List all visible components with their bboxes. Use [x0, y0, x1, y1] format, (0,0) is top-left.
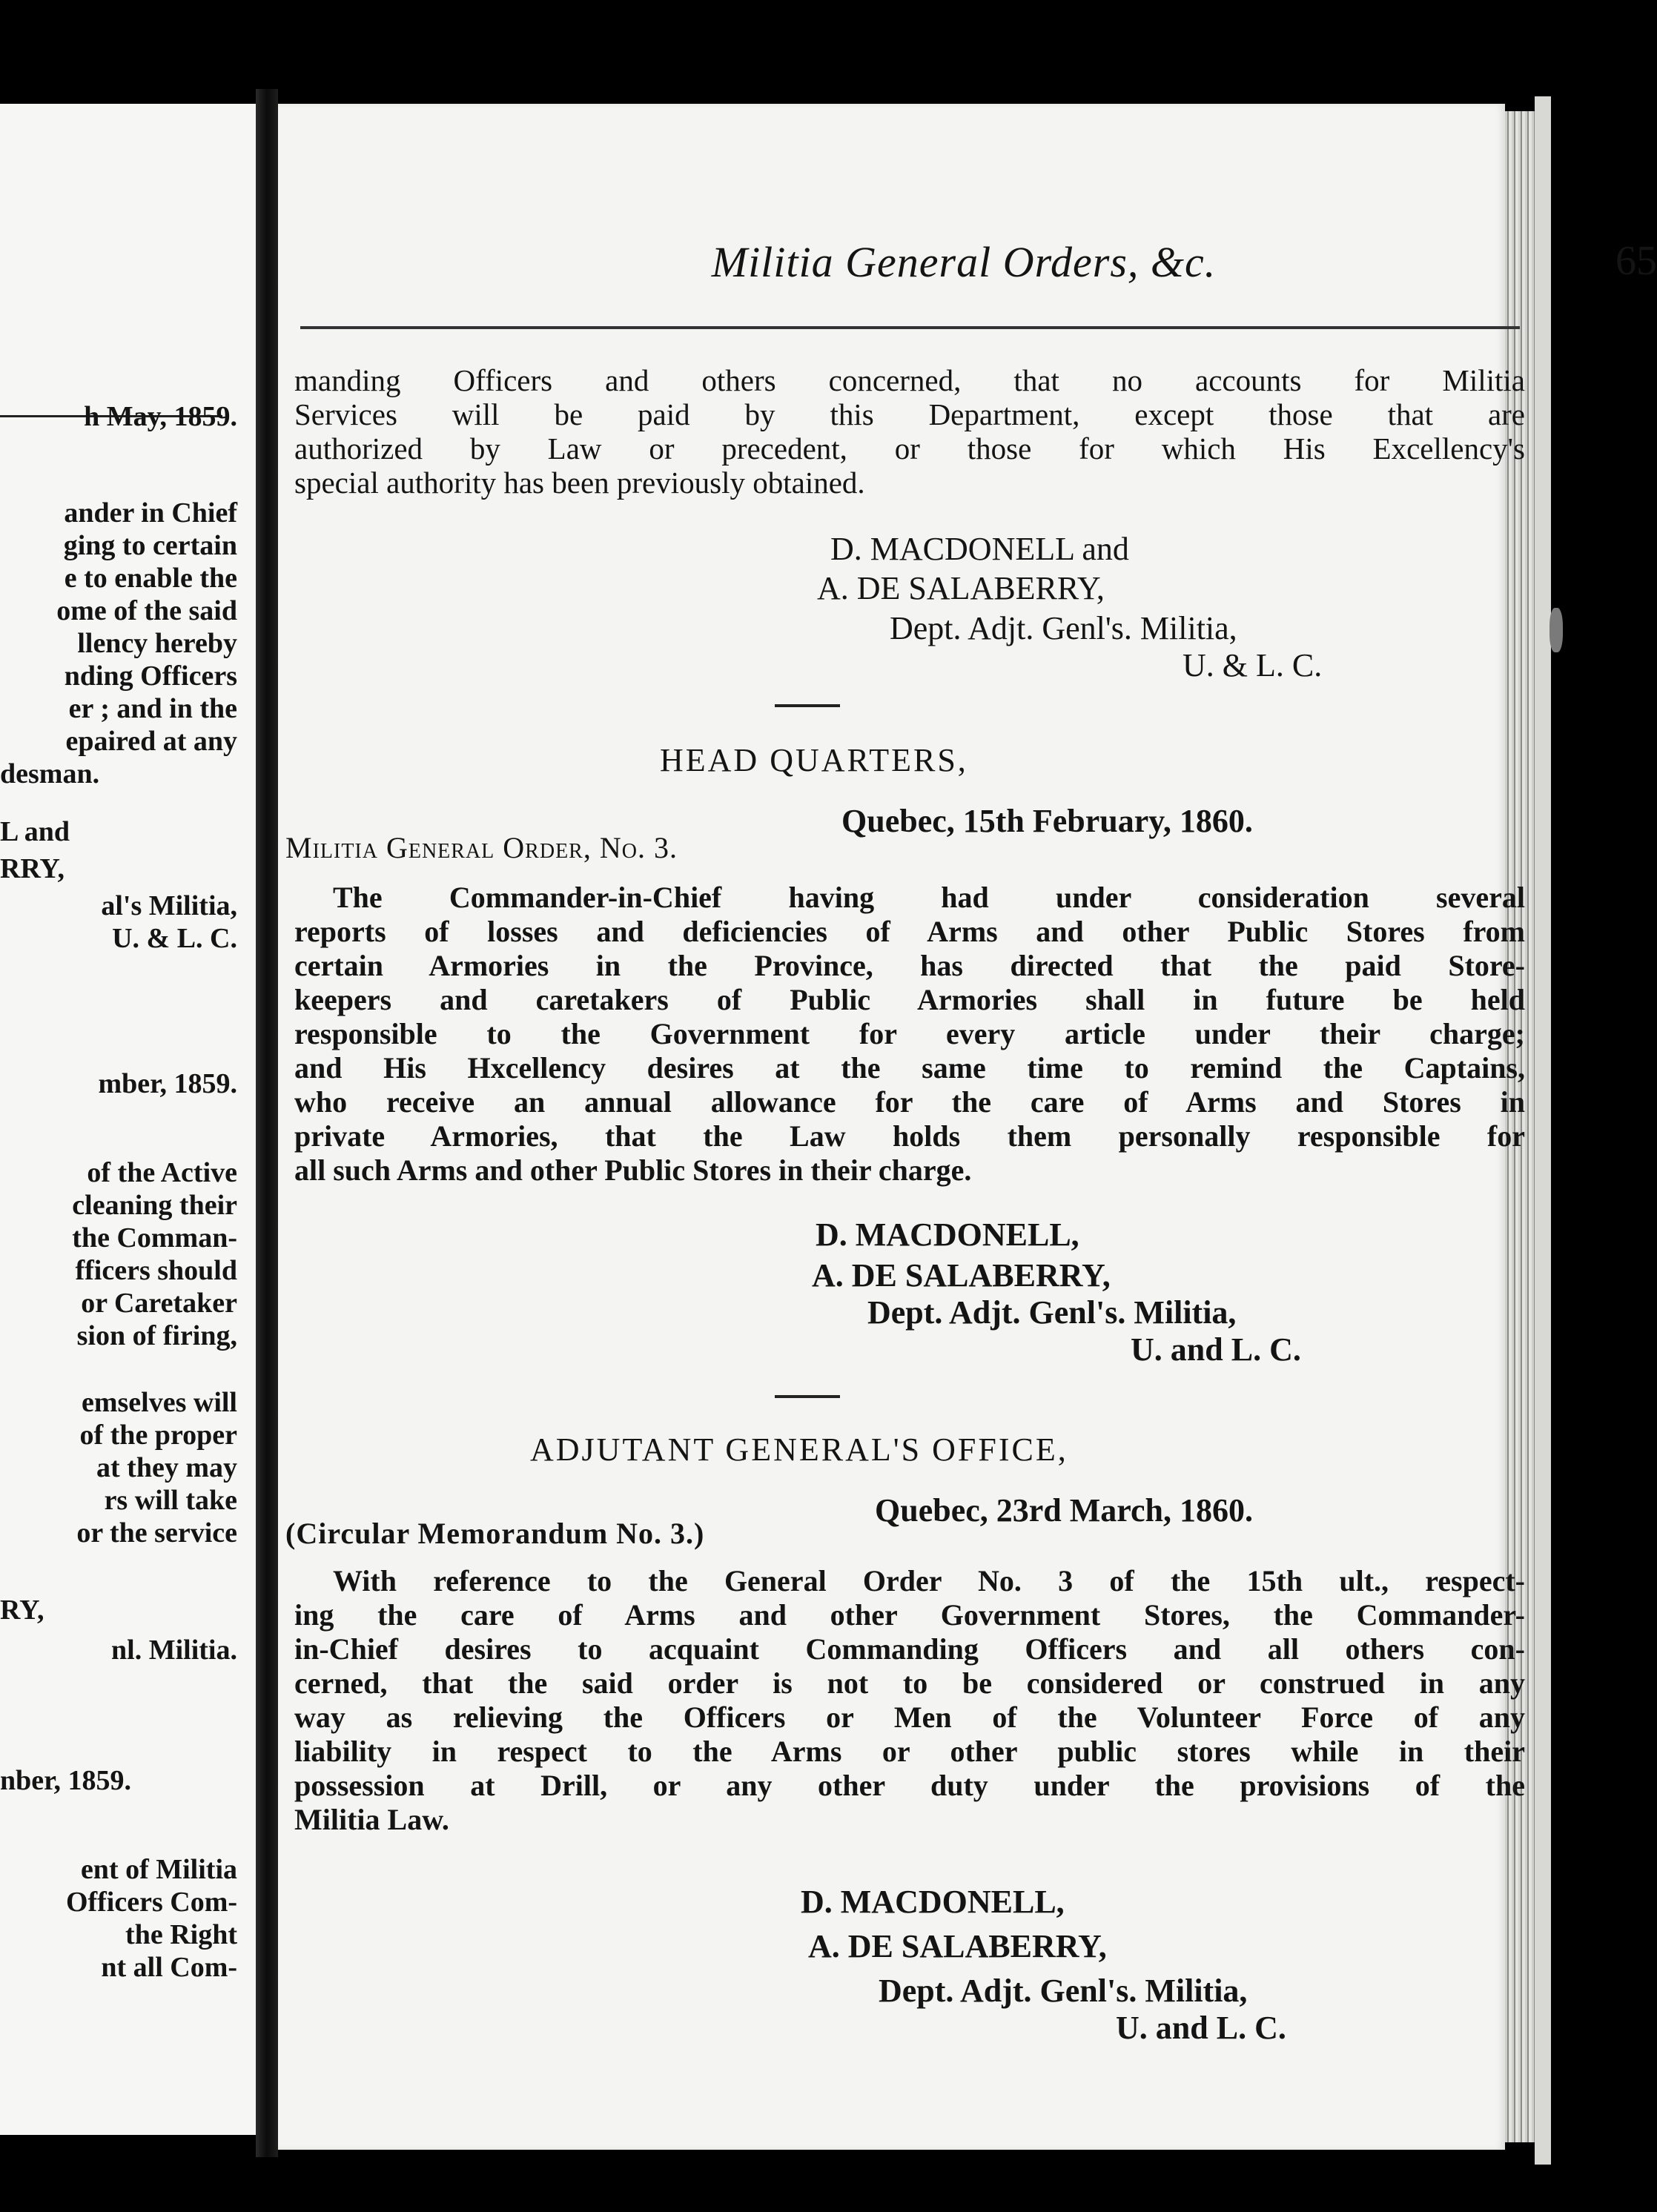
paragraph-line: all such Arms and other Public Stores in their charge. — [294, 1153, 972, 1187]
paragraph-line: authorized by Law or precedent, or those for which His Excellency's — [294, 431, 1525, 466]
left-line: nber, 1859. — [0, 1765, 132, 1796]
paragraph-line: cerned, that the said order is not to be considered or construed in any — [294, 1666, 1525, 1700]
left-line: the Comman- — [72, 1222, 237, 1254]
paragraph-line: and His Hxcellency desires at the same time to remind the Captains, — [294, 1051, 1525, 1085]
left-line: L and — [0, 816, 70, 847]
signature-name: D. MACDONELL, — [816, 1216, 1079, 1253]
left-line: epaired at any — [65, 726, 237, 757]
left-line: of the proper — [79, 1420, 237, 1451]
left-line: e to enable the — [64, 563, 237, 594]
left-line: nl. Militia. — [111, 1635, 237, 1666]
paper-fleck — [1549, 608, 1563, 652]
signature-name: D. MACDONELL, — [801, 1884, 1065, 1920]
signature-title: Dept. Adjt. Genl's. Militia, — [867, 1294, 1237, 1331]
paragraph-line: private Armories, that the Law holds them personally responsible for — [294, 1119, 1525, 1153]
left-line: of the Active — [87, 1157, 237, 1188]
header-rule — [300, 326, 1520, 329]
page-stack-edge — [1535, 96, 1551, 2165]
section1-paragraph — [294, 363, 1525, 500]
left-line: emselves will — [81, 1387, 237, 1418]
section2-paragraph — [294, 881, 1525, 1188]
dateline: Quebec, 15th February, 1860. — [841, 803, 1253, 839]
left-line: llency hereby — [77, 628, 237, 659]
order-label: Militia General Order, No. 3. — [285, 831, 678, 864]
paragraph-line: Services will be paid by this Department, except those that are — [294, 397, 1525, 431]
left-line: sion of firing, — [76, 1320, 237, 1351]
paragraph-line: possession at Drill, or any other duty under the provisions of the — [294, 1769, 1525, 1802]
paragraph-line: reports of losses and deficiencies of Arms and other Public Stores from — [294, 915, 1525, 948]
paragraph-line: certain Armories in the Province, has directed that the paid Store- — [294, 949, 1525, 982]
running-title: Militia General Orders, &c. — [711, 238, 1217, 286]
left-line: fficers should — [75, 1255, 237, 1286]
left-line: ome of the said — [56, 595, 237, 626]
signature-region: U. and L. C. — [1116, 2010, 1286, 2046]
section-heading: ADJUTANT GENERAL'S OFFICE, — [530, 1431, 1068, 1468]
paragraph-line: special authority has been previously obtained. — [294, 466, 865, 500]
page-number: 65 — [1615, 238, 1657, 284]
signature-title: Dept. Adjt. Genl's. Militia, — [879, 1973, 1248, 2009]
left-line: cleaning their — [72, 1190, 237, 1221]
signature-name: D. MACDONELL and — [830, 531, 1129, 567]
signature-region: U. & L. C. — [1183, 647, 1323, 683]
left-line: al's Militia, — [101, 890, 237, 921]
left-line: RY, — [0, 1595, 44, 1626]
left-line: ander in Chief — [64, 497, 237, 529]
paragraph-line: in-Chief desires to acquaint Commanding Officers and all others con- — [294, 1632, 1525, 1666]
left-line: U. & L. C. — [112, 923, 237, 954]
paragraph-line: responsible to the Government for every article under their charge; — [294, 1017, 1525, 1050]
paragraph-line: way as relieving the Officers or Men of the Volunteer Force of any — [294, 1701, 1525, 1734]
section-divider — [775, 1395, 840, 1398]
signature-name: A. DE SALABERRY, — [817, 570, 1105, 606]
left-line: er ; and in the — [68, 693, 237, 724]
left-line: or Caretaker — [81, 1288, 237, 1319]
memo-label: (Circular Memorandum No. 3.) — [285, 1517, 705, 1550]
paragraph-line: ing the care of Arms and other Government Stores, the Commander- — [294, 1598, 1525, 1632]
left-page-fragment — [0, 104, 256, 2135]
right-page — [278, 104, 1657, 2150]
paragraph-line: liability in respect to the Arms or other public stores while in their — [294, 1735, 1525, 1768]
paragraph-line: manding Officers and others concerned, that no accounts for Militia — [294, 363, 1525, 397]
left-line: mber, 1859. — [98, 1068, 237, 1099]
left-line: nding Officers — [64, 660, 237, 692]
signature-title: Dept. Adjt. Genl's. Militia, — [890, 610, 1237, 646]
book-gutter — [256, 89, 278, 2157]
section-divider — [775, 704, 840, 707]
paragraph-line: With reference to the General Order No. 3 of the 15th ult., respect- — [333, 1564, 1525, 1597]
left-line: the Right — [125, 1919, 237, 1950]
dateline: Quebec, 23rd March, 1860. — [875, 1492, 1254, 1529]
left-line: desman. — [0, 758, 100, 789]
left-line: ent of Militia — [80, 1854, 237, 1885]
left-line: RRY, — [0, 853, 65, 884]
left-line: nt all Com- — [101, 1952, 237, 1983]
left-line: or the service — [76, 1517, 237, 1549]
section-heading: HEAD QUARTERS, — [660, 742, 968, 778]
left-line: Officers Com- — [65, 1887, 237, 1918]
signature-name: A. DE SALABERRY, — [812, 1257, 1111, 1294]
left-line: rs will take — [104, 1485, 237, 1516]
signature-region: U. and L. C. — [1131, 1331, 1301, 1368]
left-line: h May, 1859. — [84, 401, 237, 432]
paragraph-line: The Commander-in-Chief having had under consideration several — [333, 881, 1525, 914]
signature-name: A. DE SALABERRY, — [808, 1928, 1107, 1964]
paragraph-line: keepers and caretakers of Public Armories shall in future be held — [294, 983, 1525, 1016]
paragraph-line: who receive an annual allowance for the care of Arms and Stores in — [294, 1085, 1525, 1119]
section3-paragraph — [294, 1564, 1525, 1837]
paragraph-line: Militia Law. — [294, 1803, 449, 1836]
left-line: at they may — [96, 1452, 237, 1483]
left-line: ging to certain — [63, 530, 237, 561]
